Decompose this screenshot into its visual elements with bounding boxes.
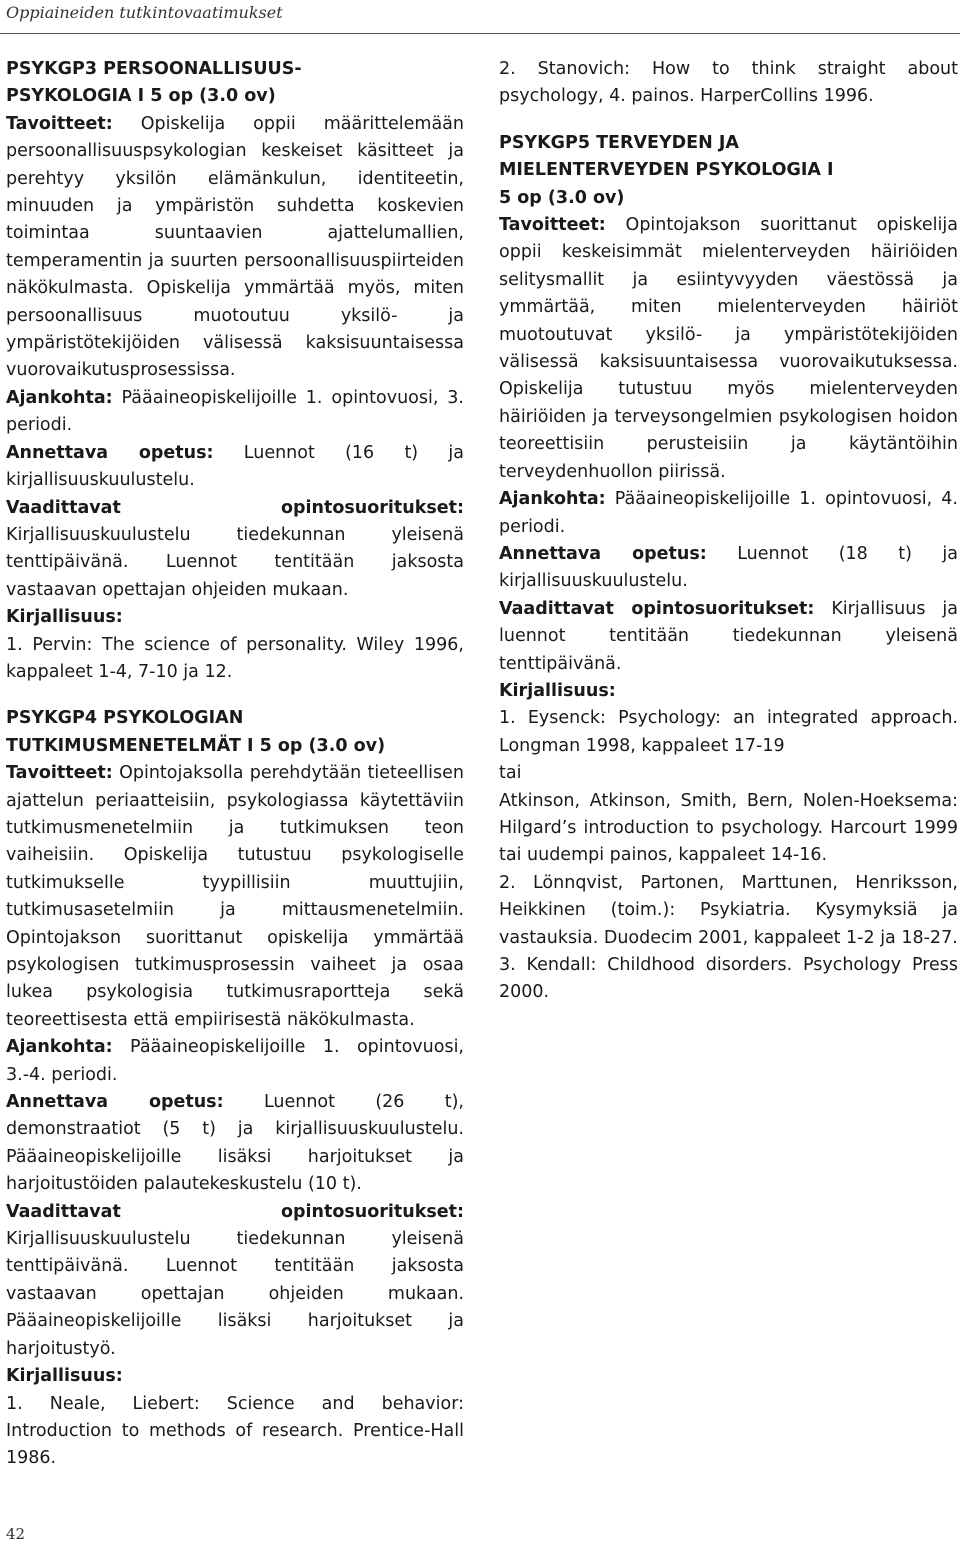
literature-item: 2. Lönnqvist, Partonen, Marttunen, Henriksson, Heikkinen (toim.): Psykiatria. Kysymyksiä ja vastauksia. Duodecim 2001, kappaleet 1-2 ja 18-27. [499,872,958,948]
requirements-paragraph [6,1199,464,1363]
running-header: Oppiaineiden tutkintovaatimukset [6,3,283,22]
course-psykgp5 [499,130,958,1007]
literature-label: Kirjallisuus: [499,680,616,701]
course-title-line: MIELENTERVEYDEN PSYKOLOGIA I [499,160,834,181]
timing-label: Ajankohta: [499,489,606,510]
course-title-line: PSYKGP4 PSYKOLOGIAN [6,708,244,729]
teaching-paragraph [6,440,464,495]
course-title [6,705,464,760]
timing-label: Ajankohta: [6,387,113,408]
literature-label: Kirjallisuus: [6,607,123,628]
goals-label: Tavoitteet: [6,113,113,134]
goals-paragraph [6,760,464,1034]
literature-item: 1. Pervin: The science of personality. Wiley 1996, kappaleet 1-4, 7-10 ja 12. [6,634,464,682]
course-title [6,56,464,111]
goals-text: Opintojaksolla perehdytään tieteellisen ajattelun periaatteisiin, psykologiassa käytettäviin tutkimusmenetelmiin ja tutkimuksen teon vaiheisiin. Opiskelija tutustuu psykologiselle tutkimukselle tyypillisiin muuttujiin, tutkimusasetelmiin ja mittausmenetelmiin. Opintojakson suorittanut opiskelija ymmärtää psykologisen tutkimusprosessin vaiheet ja osaa lukea psykologisia tutkimusraportteja sekä teoreettisesta että empiirisestä näkökulmasta. [6,763,464,1030]
right-column [499,56,958,1007]
course-title-line: TUTKIMUSMENETELMÄT I 5 op (3.0 ov) [6,735,386,756]
course-psykgp4 [6,705,464,1472]
literature-item: tai [499,763,522,784]
teaching-text: Luennot (26 t), demonstraatiot (5 t) ja kirjallisuuskuulustelu. Pääaineopiskelijoille lisäksi harjoitukset ja harjoitustöiden palautekeskustelu (10 t). [6,1092,464,1195]
requirements-text: Kirjallisuuskuulustelu tiedekunnan yleisenä tenttipäivänä. Luennot tentitään jaksosta vastaavan opettajan ohjeiden mukaan. [6,524,464,600]
teaching-label: Annettava opetus: [6,442,214,463]
timing-paragraph [499,486,958,541]
timing-text: Pääaineopiskelijoille 1. opintovuosi, 3. periodi. [6,387,464,436]
timing-text: Pääaineopiskelijoille 1. opintovuosi, 4. periodi. [499,489,958,537]
left-column [6,56,464,1473]
timing-text: Pääaineopiskelijoille 1. opintovuosi, 3.-4. periodi. [6,1037,464,1085]
literature-item: 1. Neale, Liebert: Science and behavior: Introduction to methods of research. Prentice-Hall 1986. [6,1393,464,1469]
course-title-line: PSYKOLOGIA I 5 op (3.0 ov) [6,86,276,107]
page-number: 42 [6,1525,26,1543]
requirements-text: Kirjallisuuskuulustelu tiedekunnan yleisenä tenttipäivänä. Luennot tentitään jaksosta vastaavan opettajan ohjeiden mukaan. Pääaineopiskelijoille lisäksi harjoitukset ja harjoitustyö. [6,1229,464,1359]
requirements-text: Kirjallisuus ja luennot tentitään tiedekunnan yleisenä tenttipäivänä. [499,598,958,674]
goals-label: Tavoitteet: [6,763,113,784]
timing-label: Ajankohta: [6,1037,113,1058]
goals-paragraph [499,212,958,486]
course-title-line: PSYKGP5 TERVEYDEN JA [499,132,739,153]
requirements-label: Vaadittavat opintosuoritukset: [6,1201,464,1222]
teaching-text: Luennot (16 t) ja kirjallisuuskuulustelu. [6,442,464,491]
literature-item: 3. Kendall: Childhood disorders. Psychology Press 2000. [499,955,958,1003]
teaching-paragraph [499,541,958,596]
goals-text: Opiskelija oppii määrittelemään persoonallisuuspsykologian keskeiset käsitteet ja perehtyy yksilön elämänkulun, identiteetin, minuuden ja ympäristön suhdetta koskevien toimintaa suuntaavien ajattelumallien, temperamentin ja suurten persoonallisuuspiirteiden näkökulmasta. Opiskelija ymmärtää myös, miten persoonallisuus muotoutuu yksilö- ja ympäristötekijöiden välisessä kaksisuuntaisessa vuorovaikutusprosessissa. [6,113,464,381]
literature-item: Atkinson, Atkinson, Smith, Bern, Nolen-Hoeksema: Hilgard’s introduction to psychology. Harcourt 1999 tai uudempi painos, kappaleet 14-16. [499,790,958,866]
course-title [499,130,958,212]
course-title-line: PSYKGP3 PERSOONALLISUUS- [6,59,302,79]
requirements-paragraph [499,596,958,678]
section-gap [6,686,464,705]
requirements-label: Vaadittavat opintosuoritukset: [6,497,464,518]
literature-item: 2. Stanovich: How to think straight about psychology, 4. painos. HarperCollins 1996. [499,59,958,107]
literature-label: Kirjallisuus: [6,1366,123,1387]
timing-paragraph [6,385,464,440]
teaching-label: Annettava opetus: [499,543,707,564]
course-psykgp3 [6,56,464,686]
timing-paragraph [6,1034,464,1089]
teaching-label: Annettava opetus: [6,1092,224,1113]
goals-paragraph [6,111,464,385]
requirements-label: Vaadittavat opintosuoritukset: [499,598,815,619]
header-rule [0,33,960,34]
course-title-line: 5 op (3.0 ov) [499,187,625,208]
section-gap [499,111,958,130]
teaching-paragraph [6,1089,464,1199]
requirements-paragraph [6,495,464,605]
literature-item: 1. Eysenck: Psychology: an integrated approach. Longman 1998, kappaleet 17-19 [499,708,958,756]
goals-text: Opintojakson suorittanut opiskelija oppii keskeisimmät mielenterveyden häiriöiden selitysmallit ja esiintyvyyden väestössä ja ymmärtää, miten mielenterveyden häiriöt muotoutuvat yksilö- ja ympäristötekijöiden välisessä kaksisuuntaisessa vuorovaikutuksessa. Opiskelija tutustuu myös mielenterveyden häiriöiden ja terveysongelmien psykologisen hoidon teoreettisiin perusteisiin ja käytäntöihin terveydenhuollon piirissä. [499,215,958,482]
teaching-text: Luennot (18 t) ja kirjallisuuskuulustelu. [499,543,958,592]
goals-label: Tavoitteet: [499,215,606,236]
